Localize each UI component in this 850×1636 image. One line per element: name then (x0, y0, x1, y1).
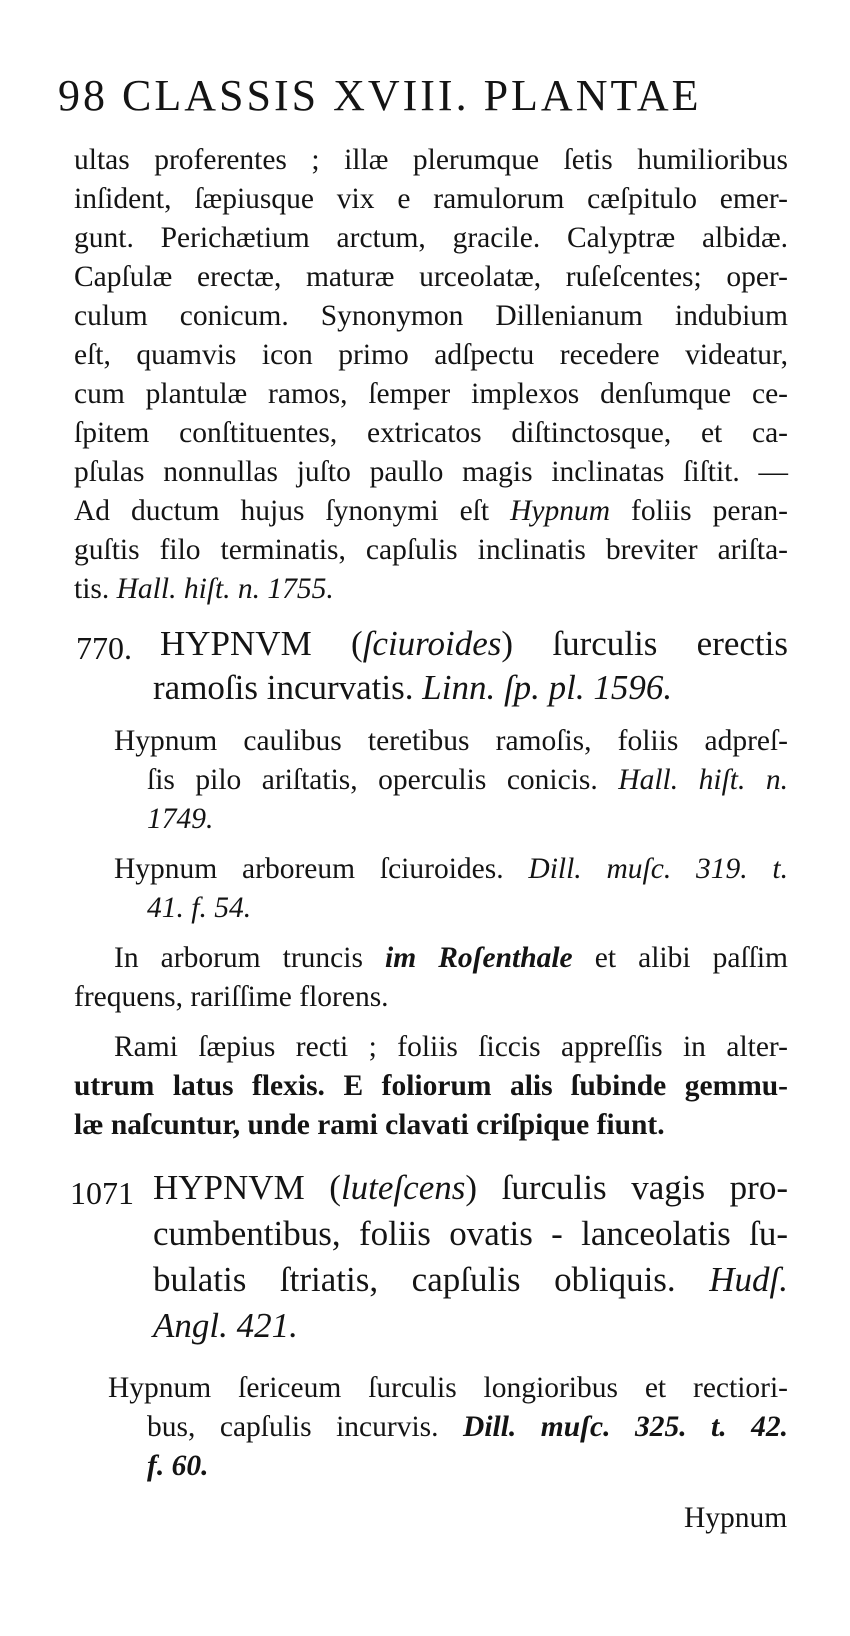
intro-line-12 (74, 571, 334, 607)
place-name: im Roſenthale (385, 942, 573, 974)
synonym-text: Hypnum arboreum ſciuroides. (114, 853, 529, 885)
citation: Hall. hiſt. n. (618, 764, 788, 796)
entry-770-heading-2 (153, 666, 672, 710)
habitat-text: et alibi paſſim (572, 942, 788, 974)
citation: 41. f. 54. (147, 892, 252, 924)
entry-number-770: 770. (76, 630, 132, 666)
intro-line-1: ultas proferentes ; illæ plerumque ſetis humilioribus (74, 144, 788, 176)
header-title: CLASSIS XVIII. PLANTAE (122, 71, 702, 120)
citation: Hudſ. (709, 1260, 788, 1299)
entry-770-habitat-2: frequens, rariſſime florens. (74, 981, 389, 1013)
intro-line-9: pſulas nonnullas juſto paullo magis inclinatas ſiſtit. — (74, 456, 788, 488)
heading-text: ) ſurculis erectis (501, 624, 788, 663)
entry-770-synonym-3 (147, 801, 213, 837)
intro-line-11: guſtis filo terminatis, capſulis inclinatis breviter ariſta- (74, 534, 788, 566)
entry-1071-heading-1 (153, 1166, 788, 1210)
intro-line-8: ſpitem conſtituentes, extricatos diſtinctosque, et ca- (74, 417, 788, 449)
entry-770-description-3: læ naſcuntur, unde rami clavati criſpique fiunt. (74, 1109, 665, 1141)
entry-1071-synonym-3 (147, 1448, 208, 1484)
genus-name: Hypnum (510, 495, 611, 527)
intro-line-2: inſident, ſæpiusque vix e ramulorum cæſpitulo emer- (74, 183, 788, 215)
intro-line-5: culum conicum. Synonymon Dillenianum indubium (74, 300, 788, 332)
running-header (58, 70, 798, 121)
intro-line-7: cum plantulæ ramos, ſemper implexos denſumque ce- (74, 378, 788, 410)
intro-line-10 (74, 493, 788, 529)
entry-1071-synonym-1: Hypnum ſericeum ſurculis longioribus et rectiori- (108, 1372, 788, 1404)
citation: Dill. muſc. 319. t. (528, 853, 788, 885)
entry-770-synonym-1: Hypnum caulibus teretibus ramoſis, foliis adpreſ- (114, 725, 788, 757)
species-name: ſciuroides (362, 624, 502, 663)
synonym-text: bus, capſulis incurvis. (147, 1411, 464, 1443)
citation: Linn. ſp. pl. 1596. (422, 668, 673, 707)
citation: Hall. hiſt. n. 1755. (116, 573, 334, 605)
entry-770-habitat-1 (114, 940, 788, 976)
entry-1071-heading-2: cumbentibus, foliis ovatis - lanceolatis ſu- (153, 1214, 788, 1253)
synonym-text: ſis pilo ariſtatis, operculis conicis. (147, 764, 619, 796)
entry-770-heading-1 (160, 622, 788, 666)
heading-text: ramoſis incurvatis. (153, 668, 423, 707)
entry-770-synonym-2 (147, 762, 788, 798)
heading-text: ) ſurculis vagis pro- (465, 1168, 788, 1207)
species-name: luteſcens (340, 1168, 466, 1207)
entry-770-synonym-4 (114, 851, 788, 887)
intro-line-6: eſt, quamvis icon primo adſpectu recedere videatur, (74, 339, 788, 371)
catchword: Hypnum (684, 1502, 788, 1534)
entry-number-1071: 1071 (70, 1175, 134, 1211)
citation: Dill. muſc. 325. t. 42. (463, 1411, 789, 1443)
intro-text: Ad ductum hujus ſynonymi eſt (74, 495, 511, 527)
entry-770-synonym-5 (147, 890, 251, 926)
intro-text: tis. (74, 573, 117, 605)
entry-1071-synonym-2 (147, 1409, 788, 1445)
entry-770-description-2: utrum latus flexis. E foliorum alis ſubinde gemmu- (74, 1070, 788, 1102)
entry-1071-heading-3 (153, 1258, 788, 1302)
citation: 1749. (147, 803, 214, 835)
heading-text: bulatis ſtriatis, capſulis obliquis. (153, 1260, 710, 1299)
citation: f. 60. (147, 1450, 209, 1482)
citation: Angl. 421. (153, 1306, 298, 1345)
intro-line-3: gunt. Perichætium arctum, gracile. Calyptræ albidæ. (74, 222, 788, 254)
heading-text: HYPNVM ( (160, 624, 363, 663)
heading-text: HYPNVM ( (153, 1168, 341, 1207)
intro-line-4: Capſulæ erectæ, maturæ urceolatæ, ruſeſcentes; oper- (74, 261, 788, 293)
page-number: 98 (58, 71, 108, 120)
entry-770-description-1: Rami ſæpius recti ; foliis ſiccis appreſſis in alter- (114, 1031, 788, 1063)
habitat-text: In arborum truncis (114, 942, 386, 974)
intro-text: foliis peran- (610, 495, 788, 527)
entry-1071-heading-4 (153, 1304, 298, 1348)
